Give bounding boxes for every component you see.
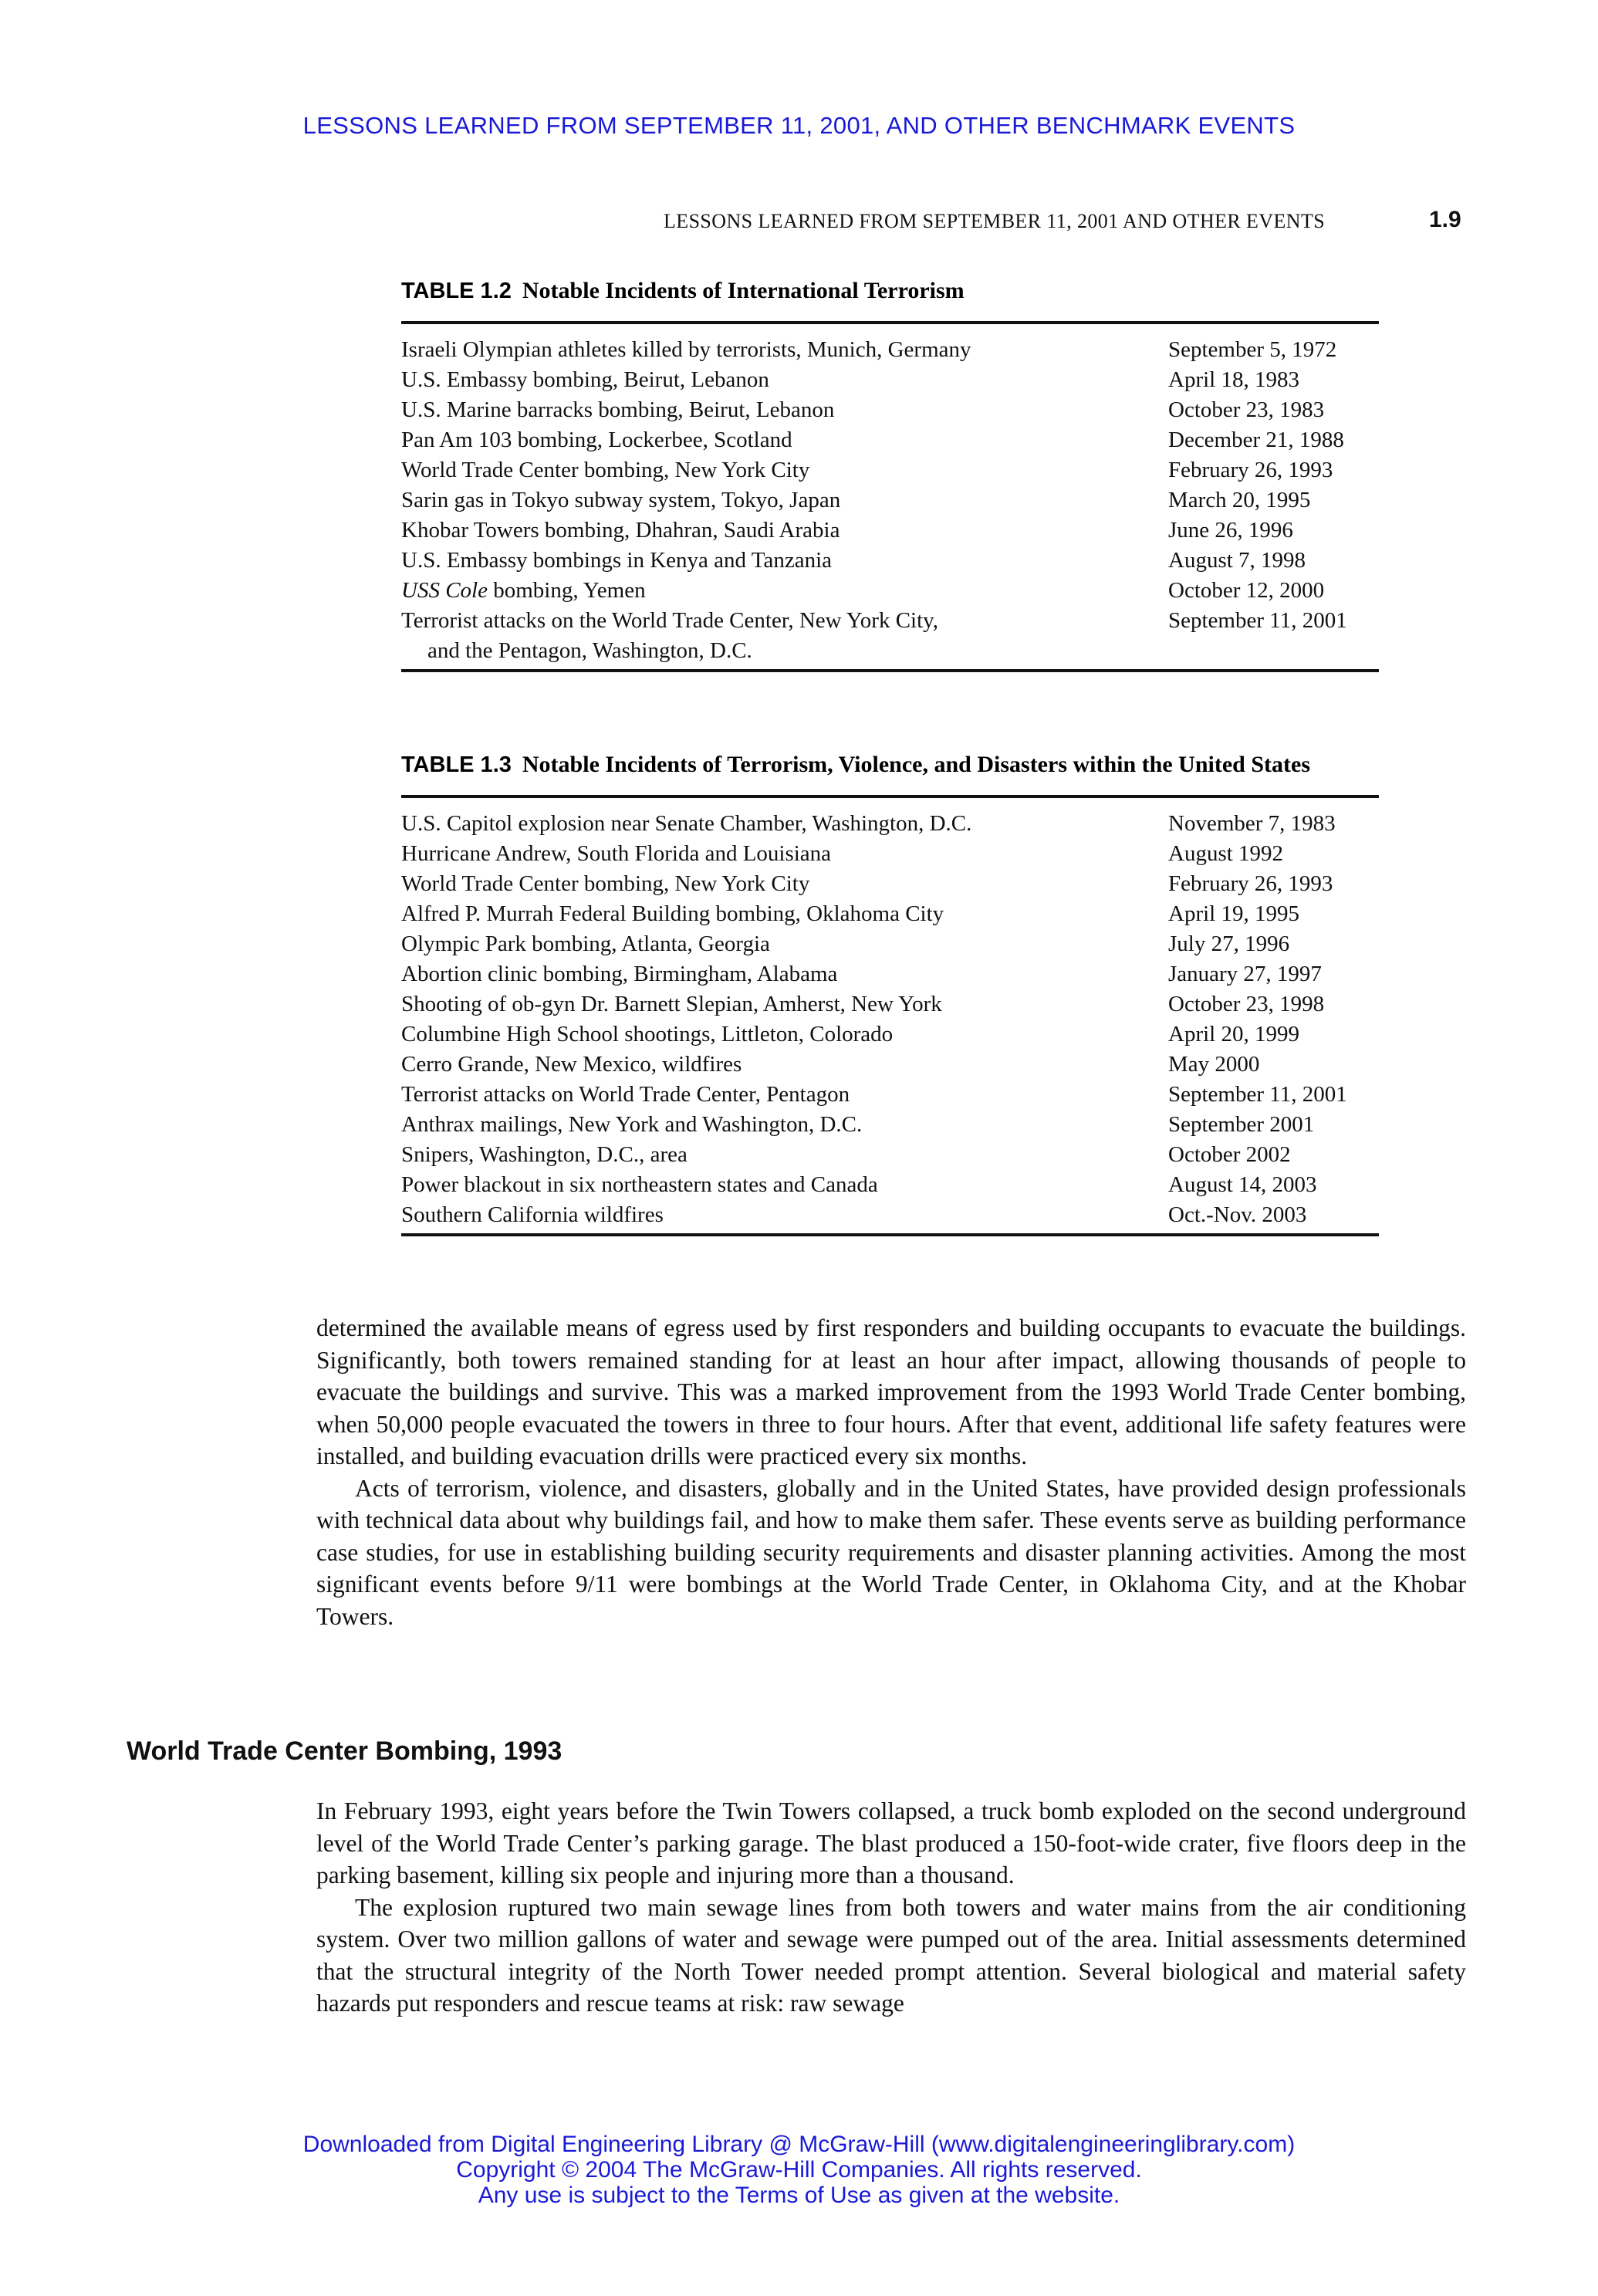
- event-cell: U.S. Capitol explosion near Senate Chamber, Washington, D.C.: [401, 811, 972, 836]
- date-cell: July 27, 1996: [1168, 932, 1290, 956]
- table-caption: [401, 752, 1379, 778]
- event-cell: [401, 576, 1168, 606]
- table-row: [401, 335, 1379, 365]
- event-cell: Southern California wildfires: [401, 1202, 664, 1227]
- download-footer: [0, 2132, 1598, 2208]
- date-cell: June 26, 1996: [1168, 518, 1293, 543]
- table-row: [401, 455, 1379, 485]
- event-cell: Terrorist attacks on World Trade Center, Pentagon: [401, 1082, 850, 1107]
- date-cell: May 2000: [1168, 1052, 1260, 1077]
- event-cell: Anthrax mailings, New York and Washington, D.C.: [401, 1112, 863, 1137]
- event-cell: Snipers, Washington, D.C., area: [401, 1142, 688, 1167]
- table-row: [401, 516, 1379, 546]
- table-1-3: [401, 752, 1379, 1236]
- date-cell: February 26, 1993: [1168, 458, 1333, 482]
- date-cell: August 7, 1998: [1168, 548, 1306, 573]
- table-row: [401, 395, 1379, 425]
- date-cell: August 1992: [1168, 841, 1284, 866]
- event-cell: U.S. Embassy bombing, Beirut, Lebanon: [401, 367, 769, 392]
- event-cell: Khobar Towers bombing, Dhahran, Saudi Arabia: [401, 518, 840, 543]
- date-cell: November 7, 1983: [1168, 811, 1336, 836]
- event-cell: Alfred P. Murrah Federal Building bombing, Oklahoma City: [401, 901, 944, 926]
- top-banner: LESSONS LEARNED FROM SEPTEMBER 11, 2001, AND OTHER BENCHMARK EVENTS: [302, 112, 1296, 139]
- table-label: TABLE 1.2: [401, 279, 512, 303]
- date-cell: February 26, 1993: [1168, 871, 1333, 896]
- event-cell: Columbine High School shootings, Littleton, Colorado: [401, 1022, 894, 1047]
- table-row: [401, 899, 1379, 929]
- event-cell: [401, 606, 1168, 666]
- event-cell: Cerro Grande, New Mexico, wildfires: [401, 1052, 742, 1077]
- table-row: [401, 546, 1379, 576]
- event-cell: Olympic Park bombing, Atlanta, Georgia: [401, 932, 770, 956]
- table-bottom-rule: [401, 1233, 1379, 1236]
- event-cell: Shooting of ob-gyn Dr. Barnett Slepian, Amherst, New York: [401, 992, 942, 1016]
- table-row: [401, 1200, 1379, 1230]
- body-paragraph: The explosion ruptured two main sewage lines from both towers and water mains from the air conditioning system. Over two million gallons of water and sewage were pumped out of the area. Initial assessments determined that the structural integrity of the North Tower needed prompt attention. Several biological and material safety hazards put responders and rescue teams at risk: raw sewage: [316, 1893, 1466, 2017]
- date-cell: September 11, 2001: [1168, 608, 1347, 633]
- body-paragraph: Acts of terrorism, violence, and disasters, globally and in the United States, have provided design professionals with technical data about why buildings fail, and how to make them safer. These events serve as building performance case studies, for use in establishing building security requirements and disaster planning activities. Among the most significant events before 9/11 were bombings at the World Trade Center, in Oklahoma City, and at the Khobar Towers.: [316, 1474, 1466, 1630]
- table-row: [401, 929, 1379, 959]
- date-cell: April 19, 1995: [1168, 901, 1299, 926]
- section-text: [316, 1795, 1466, 2020]
- event-cell: Abortion clinic bombing, Birmingham, Alabama: [401, 962, 838, 986]
- section-heading: World Trade Center Bombing, 1993: [127, 1736, 563, 1766]
- table-label: TABLE 1.3: [401, 752, 512, 777]
- event-text-continued: and the Pentagon, Washington, D.C.: [427, 638, 752, 663]
- date-cell: August 14, 2003: [1168, 1172, 1317, 1197]
- table-row: [401, 1140, 1379, 1170]
- date-cell: April 18, 1983: [1168, 367, 1299, 392]
- footer-download-line: Downloaded from Digital Engineering Library @ McGraw-Hill (www.digitalengineeringlibrary.com): [302, 2132, 1296, 2157]
- date-cell: October 12, 2000: [1168, 578, 1325, 603]
- event-cell: Sarin gas in Tokyo subway system, Tokyo, Japan: [401, 488, 841, 512]
- event-text: Terrorist attacks on the World Trade Center, New York City,: [401, 608, 939, 633]
- table-row: [401, 1050, 1379, 1080]
- date-cell: April 20, 1999: [1168, 1022, 1299, 1047]
- event-cell: U.S. Embassy bombings in Kenya and Tanzania: [401, 548, 833, 573]
- table-row: [401, 1170, 1379, 1200]
- table-bottom-rule: [401, 669, 1379, 672]
- table-caption: [401, 278, 1379, 304]
- table-row: [401, 485, 1379, 516]
- event-cell: Hurricane Andrew, South Florida and Louisiana: [401, 841, 832, 866]
- table-row: [401, 809, 1379, 839]
- table-row: [401, 425, 1379, 455]
- date-cell: September 2001: [1168, 1112, 1315, 1137]
- table-row: [401, 1110, 1379, 1140]
- ship-name: USS Cole: [401, 578, 488, 603]
- table-row: [401, 869, 1379, 899]
- event-cell: U.S. Marine barracks bombing, Beirut, Lebanon: [401, 397, 835, 422]
- page-number: 1.9: [1429, 207, 1461, 232]
- table-title: Notable Incidents of Terrorism, Violence, and Disasters within the United States: [522, 752, 1311, 777]
- table-1-2: [401, 278, 1379, 672]
- event-cell: World Trade Center bombing, New York City: [401, 458, 810, 482]
- table-row: [401, 365, 1379, 395]
- footer-copyright-line: Copyright © 2004 The McGraw-Hill Companies. All rights reserved.: [456, 2157, 1142, 2183]
- table-body: [401, 798, 1379, 1233]
- table-row: [401, 1020, 1379, 1050]
- date-cell: October 23, 1998: [1168, 992, 1325, 1016]
- date-cell: January 27, 1997: [1168, 962, 1322, 986]
- table-row: [401, 959, 1379, 989]
- body-text: [316, 1312, 1466, 1632]
- table-body: [401, 324, 1379, 669]
- date-cell: Oct.-Nov. 2003: [1168, 1202, 1307, 1227]
- date-cell: September 5, 1972: [1168, 337, 1337, 362]
- event-cell: Power blackout in six northeastern states and Canada: [401, 1172, 878, 1197]
- table-title: Notable Incidents of International Terrorism: [522, 278, 965, 303]
- table-row: [401, 989, 1379, 1020]
- table-row: [401, 576, 1379, 606]
- date-cell: October 23, 1983: [1168, 397, 1325, 422]
- footer-terms-line: Any use is subject to the Terms of Use as given at the website.: [478, 2183, 1120, 2208]
- table-row: [401, 1080, 1379, 1110]
- date-cell: December 21, 1988: [1168, 428, 1344, 452]
- body-paragraph: In February 1993, eight years before the Twin Towers collapsed, a truck bomb exploded on the second underground level of the World Trade Center’s parking garage. The blast produced a 150-foot-wide crater, five floors deep in the parking basement, killing six people and injuring more than a thousand.: [316, 1797, 1466, 1889]
- table-row: [401, 839, 1379, 869]
- event-cell: World Trade Center bombing, New York City: [401, 871, 810, 896]
- event-cell: Israeli Olympian athletes killed by terrorists, Munich, Germany: [401, 337, 971, 362]
- event-cell: Pan Am 103 bombing, Lockerbee, Scotland: [401, 428, 792, 452]
- date-cell: October 2002: [1168, 1142, 1291, 1167]
- date-cell: September 11, 2001: [1168, 1082, 1347, 1107]
- body-paragraph: determined the available means of egress used by first responders and building occupants to evacuate the buildings. Significantly, both towers remained standing for at least an hour after impact, allowing thousands of people to evacuate the buildings and survive. This was a marked improvement from the 1993 World Trade Center bombing, when 50,000 people evacuated the towers in three to four hours. After that event, additional life safety features were installed, and building evacuation drills were practiced every six months.: [316, 1314, 1466, 1469]
- running-head: LESSONS LEARNED FROM SEPTEMBER 11, 2001 AND OTHER EVENTS: [664, 210, 1326, 232]
- table-row: [401, 606, 1379, 666]
- event-text: bombing, Yemen: [487, 578, 646, 603]
- date-cell: March 20, 1995: [1168, 488, 1311, 512]
